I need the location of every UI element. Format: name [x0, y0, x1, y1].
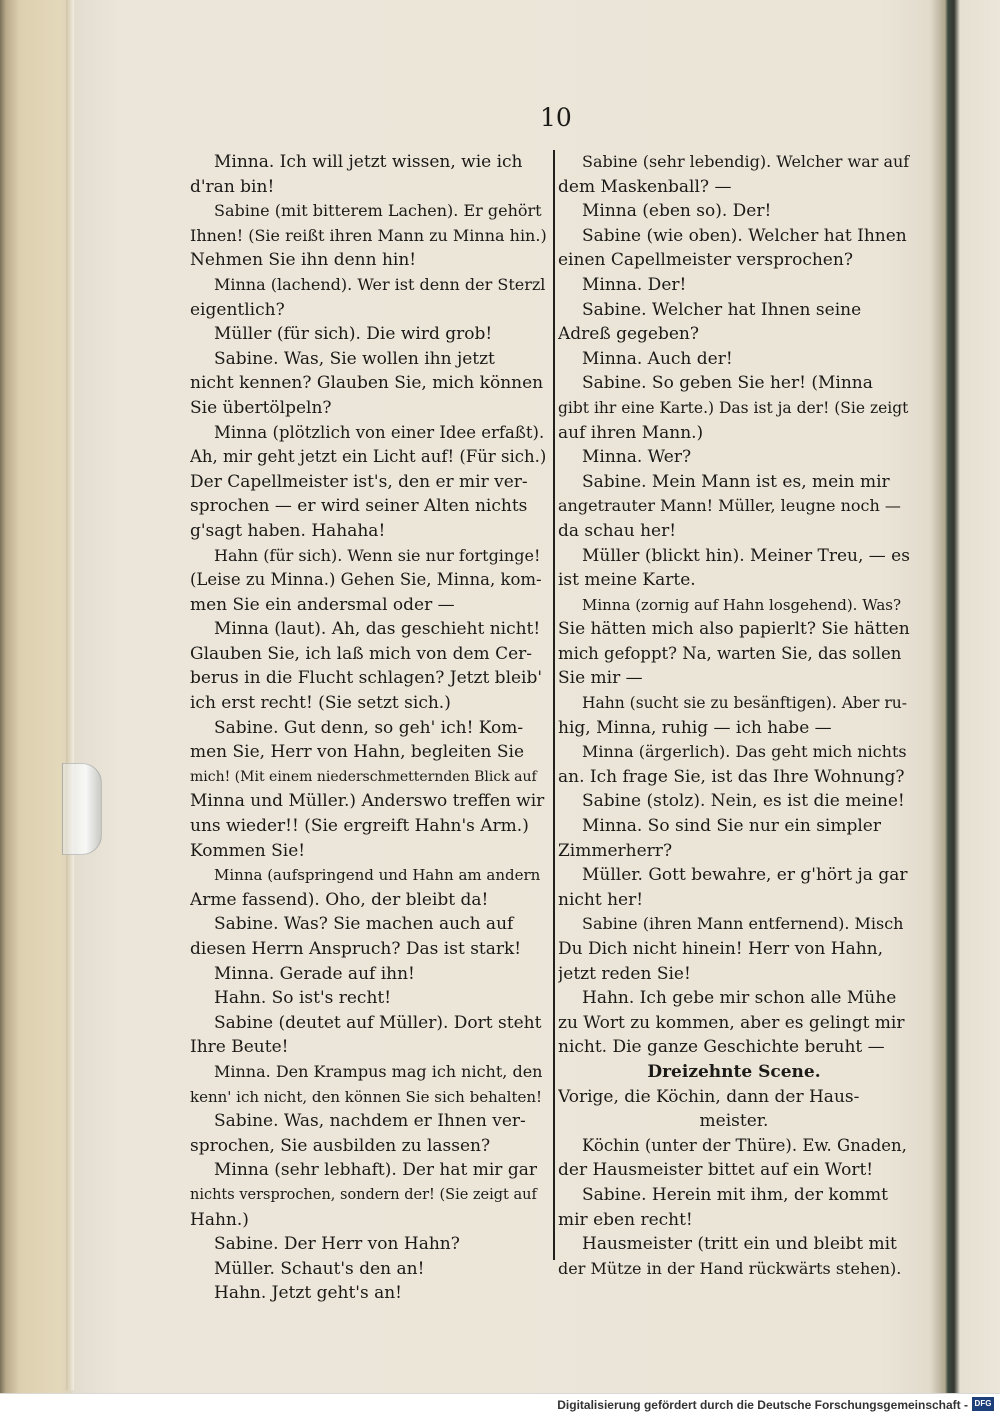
text-line: berus in die Flucht schlagen? Jetzt bleib': [190, 668, 543, 689]
text-line: d'ran bin!: [190, 176, 275, 197]
text-line: Sabine. Herein mit ihm, der kommt: [582, 1184, 888, 1205]
text-line: Minna und Müller.) Anderswo treffen wir: [190, 791, 545, 812]
text-line: Du Dich nicht hinein! Herr von Hahn,: [558, 939, 884, 959]
text-line: mir eben recht!: [558, 1209, 693, 1230]
page-number: 10: [540, 103, 572, 132]
text-line: Sabine (stolz). Nein, es ist die meine!: [582, 791, 905, 812]
text-line: nichts versprochen, sondern der! (Sie zeigt auf: [190, 1186, 537, 1203]
text-line: Sabine (sehr lebendig). Welcher war auf: [582, 152, 910, 171]
text-line: auf ihren Mann.): [558, 422, 704, 443]
text-line: Minna (sehr lebhaft). Der hat mir gar: [214, 1160, 537, 1181]
text-line: Glauben Sie, ich laß mich von dem Cer-: [190, 643, 533, 664]
text-line: Hahn.): [190, 1209, 249, 1230]
column-divider: [553, 150, 555, 1260]
text-line: Hahn. So ist's recht!: [214, 988, 392, 1009]
text-line: Sabine. Gut denn, so geh' ich! Kom-: [214, 717, 524, 738]
text-line: ist meine Karte.: [558, 570, 696, 591]
text-line: Minna. Wer?: [582, 447, 692, 468]
text-line: Sabine. Was, Sie wollen ihn jetzt: [214, 348, 495, 369]
text-line: dem Maskenball? —: [558, 176, 732, 197]
text-line: mich gefoppt? Na, warten Sie, das sollen: [558, 643, 902, 663]
text-line: der Mütze in der Hand rückwärts stehen).: [558, 1258, 902, 1278]
left-text-column: [190, 150, 548, 1306]
text-line: einen Capellmeister versprochen?: [558, 250, 853, 271]
text-line: Nehmen Sie ihn denn hin!: [190, 250, 417, 271]
text-line: g'sagt haben. Hahaha!: [190, 520, 386, 541]
text-line: Minna (laut). Ah, das geschieht nicht!: [214, 619, 541, 640]
text-line: Ihnen! (Sie reißt ihren Mann zu Minna hin.): [190, 225, 547, 245]
text-line: nicht her!: [558, 889, 644, 910]
text-line: Minna. Ich will jetzt wissen, wie ich: [214, 152, 523, 172]
text-line: Sabine. So geben Sie her! (Minna: [582, 373, 873, 394]
dfg-logo: DFG: [972, 1397, 994, 1411]
text-line: Minna (zornig auf Hahn losgehend). Was?: [582, 595, 901, 614]
text-line: diesen Herrn Anspruch? Das ist stark!: [190, 939, 522, 959]
text-line: an. Ich frage Sie, ist das Ihre Wohnung?: [558, 766, 905, 787]
text-line: Sabine (ihren Mann entfernend). Misch: [582, 914, 904, 934]
text-line: uns wieder!! (Sie ergreift Hahn's Arm.): [190, 816, 529, 837]
text-line: Sie übertölpeln?: [190, 397, 332, 418]
text-line: Hahn (sucht sie zu besänftigen). Aber ru-: [582, 694, 907, 713]
text-line: Minna. Den Krampus mag ich nicht, den: [214, 1061, 543, 1081]
text-line: Hahn (für sich). Wenn sie nur fortginge!: [214, 545, 541, 565]
text-line: angetrauter Mann! Müller, leugne noch —: [558, 496, 901, 516]
text-line: meister.: [699, 1111, 769, 1132]
footer-credit: Digitalisierung gefördert durch die Deutsche Forschungsgemeinschaft -: [557, 1398, 968, 1412]
text-line: Sabine. Mein Mann ist es, mein mir: [582, 471, 890, 492]
text-line: jetzt reden Sie!: [558, 963, 691, 984]
text-line: Sabine. Welcher hat Ihnen seine: [582, 299, 862, 320]
text-line: nicht. Die ganze Geschichte beruht —: [558, 1037, 885, 1058]
text-line: Hahn. Jetzt geht's an!: [214, 1283, 403, 1304]
text-line: der Hausmeister bittet auf ein Wort!: [558, 1160, 874, 1181]
text-line: zu Wort zu kommen, aber es gelingt mir: [558, 1012, 905, 1033]
text-line: Adreß gegeben?: [558, 324, 699, 345]
text-line: (Leise zu Minna.) Gehen Sie, Minna, kom-: [190, 570, 542, 590]
text-line: Hahn. Ich gebe mir schon alle Mühe: [582, 988, 897, 1009]
text-line: Sabine. Was? Sie machen auch auf: [214, 914, 514, 935]
text-line: Minna. Gerade auf ihn!: [214, 963, 415, 984]
text-line: mich! (Mit einem niederschmetternden Blick auf: [190, 768, 537, 785]
text-line: Müller (blickt hin). Meiner Treu, — es: [582, 545, 910, 566]
text-line: Ah, mir geht jetzt ein Licht auf! (Für sich.): [190, 447, 547, 467]
text-line: sprochen — er wird seiner Alten nichts: [190, 496, 528, 517]
text-line: ich erst recht! (Sie setzt sich.): [190, 693, 451, 714]
text-line: nicht kennen? Glauben Sie, mich können: [190, 373, 544, 394]
text-line: Vorige, die Köchin, dann der Haus-: [558, 1086, 860, 1107]
text-line: Minna (ärgerlich). Das geht mich nichts: [582, 742, 907, 762]
book-page-edge: [66, 0, 74, 1390]
text-line: Sabine (wie oben). Welcher hat Ihnen: [582, 225, 907, 246]
book-clip: [62, 763, 102, 855]
text-line: Minna (eben so). Der!: [582, 201, 772, 222]
text-line: men Sie ein andersmal oder —: [190, 594, 455, 615]
text-line: Zimmerherr?: [558, 840, 673, 861]
text-line: da schau her!: [558, 520, 677, 541]
text-line: Arme fassend). Oho, der bleibt da!: [190, 889, 489, 910]
text-line: gibt ihr eine Karte.) Das ist ja der! (Sie zeigt: [558, 398, 909, 417]
text-line: Der Capellmeister ist's, den er mir ver-: [190, 471, 528, 492]
text-line: Minna (lachend). Wer ist denn der Sterzl: [214, 274, 546, 294]
text-line: Sie hätten mich also papierlt? Sie hätten: [558, 619, 910, 640]
text-line: sprochen, Sie ausbilden zu lassen?: [190, 1135, 491, 1156]
scene-heading: Dreizehnte Scene.: [647, 1061, 821, 1082]
text-line: Sabine. Was, nachdem er Ihnen ver-: [214, 1111, 526, 1132]
text-line: Müller. Gott bewahre, er g'hört ja gar: [582, 865, 908, 886]
text-line: Minna. So sind Sie nur ein simpler: [582, 816, 881, 837]
text-line: Hausmeister (tritt ein und bleibt mit: [582, 1234, 897, 1255]
text-line: Minna. Auch der!: [582, 348, 733, 369]
text-line: Sie mir —: [558, 668, 643, 689]
text-line: Sabine. Der Herr von Hahn?: [214, 1234, 460, 1255]
text-line: Sabine (mit bitterem Lachen). Er gehört: [214, 201, 542, 221]
text-line: Minna. Der!: [582, 274, 687, 295]
text-line: Kommen Sie!: [190, 840, 306, 861]
text-line: eigentlich?: [190, 299, 285, 320]
text-line: kenn' ich nicht, den können Sie sich behalten!: [190, 1087, 543, 1106]
text-line: Minna (plötzlich von einer Idee erfaßt).: [214, 422, 545, 442]
text-line: Müller (für sich). Die wird grob!: [214, 324, 493, 345]
right-text-column: [558, 150, 910, 1281]
text-line: men Sie, Herr von Hahn, begleiten Sie: [190, 742, 525, 763]
text-line: Müller. Schaut's den an!: [214, 1258, 425, 1279]
text-line: Ihre Beute!: [190, 1037, 289, 1058]
text-line: Minna (aufspringend und Hahn am andern: [214, 866, 541, 885]
text-line: Köchin (unter der Thüre). Ew. Gnaden,: [582, 1135, 907, 1155]
text-line: Sabine (deutet auf Müller). Dort steht: [214, 1012, 542, 1033]
text-line: hig, Minna, ruhig — ich habe —: [558, 717, 832, 738]
